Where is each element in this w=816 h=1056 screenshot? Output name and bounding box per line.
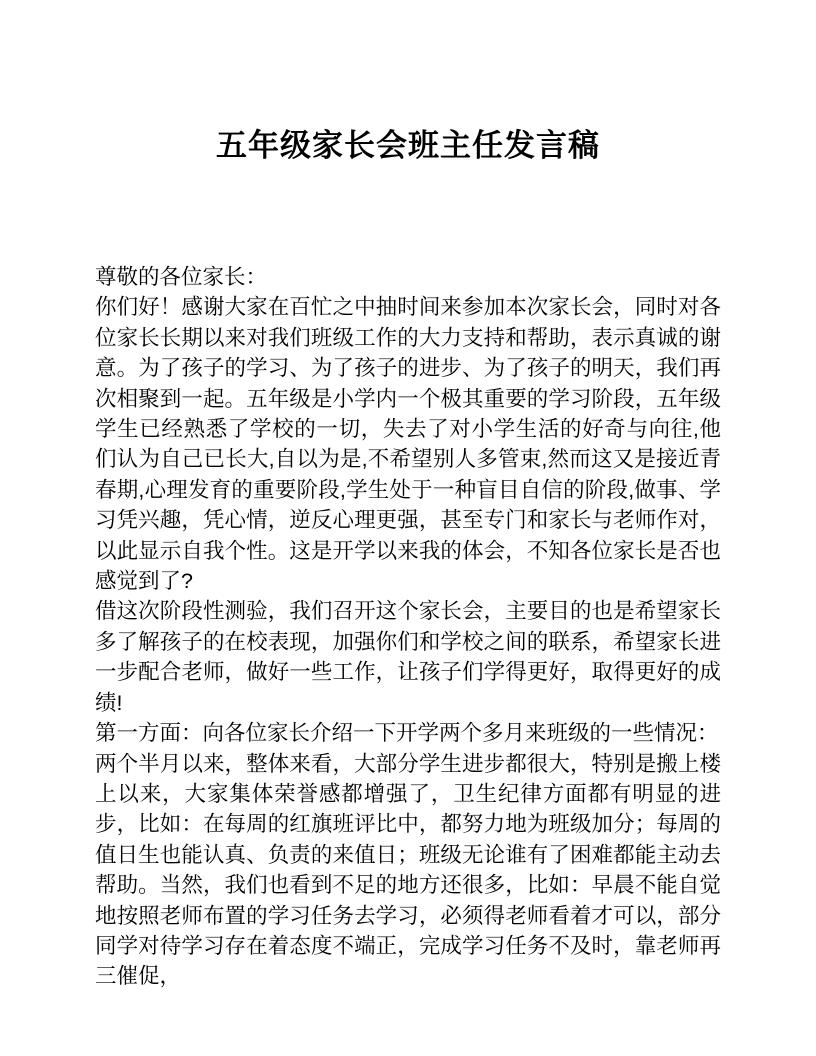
paragraph-section-one-heading: 第一方面：向各位家长介绍一下开学两个多月来班级的一些情况： [95,721,719,746]
document-title: 五年级家长会班主任发言稿 [216,128,600,163]
paragraph-salutation: 尊敬的各位家长： [95,265,268,289]
document-body [95,262,721,992]
paragraph-greeting-and-grade-overview: 你们好！感谢大家在百忙之中抽时间来参加本次家长会，同时对各位家长长期以来对我们班级工作的大力支持和帮助，表示真诚的谢意。为了孩子的学习、为了孩子的进步、为了孩子的明天，我们再次相聚到一起。五年级是小学内一个极其重要的学习阶段，五年级学生已经熟悉了学校的一切，失去了对小学生活的好奇与向往,他们认为自己已长大,自以为是,不希望别人多管束,然而这又是接近青春期,心理发育的重要阶段,学生处于一种盲目自信的阶段,做事、学习凭兴趣，凭心情，逆反心理更强，甚至专门和家长与老师作对，以此显示自我个性。这是开学以来我的体会，不知各位家长是否也感觉到了? [95,295,721,594]
paragraph-meeting-purpose: 借这次阶段性测验，我们召开这个家长会，主要目的也是希望家长多了解孩子的在校表现，加强你们和学校之间的联系，希望家长进一步配合老师，做好一些工作，让孩子们学得更好，取得更好的成绩! [95,599,721,715]
paragraph-class-situation: 两个半月以来，整体来看，大部分学生进步都很大，特别是搬上楼上以来，大家集体荣誉感都增强了，卫生纪律方面都有明显的进步，比如：在每周的红旗班评比中，都努力地为班级加分；每周的值日生也能认真、负责的来值日；班级无论谁有了困难都能主动去帮助。当然，我们也看到不足的地方还很多，比如：早晨不能自觉地按照老师布置的学习任务去学习，必须得老师看着才可以，部分同学对待学习存在着态度不端正，完成学习任务不及时，靠老师再三催促， [95,751,721,989]
